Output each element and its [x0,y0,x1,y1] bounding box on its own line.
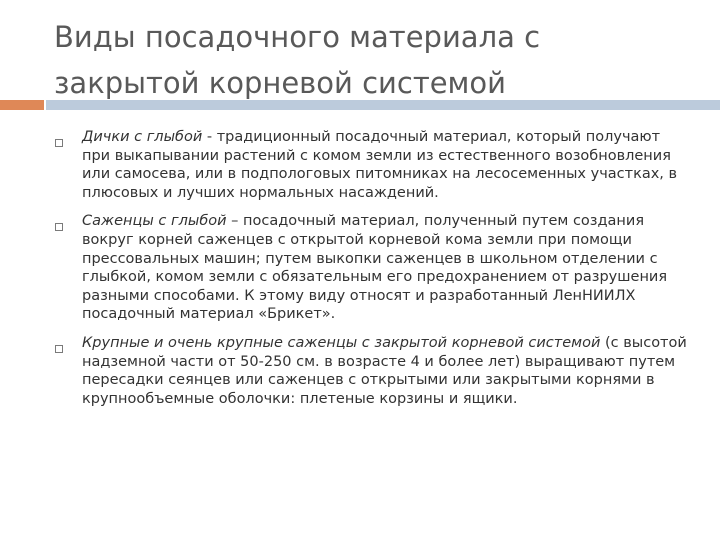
square-bullet-icon [55,223,63,231]
bullet-text: - традиционный посадочный материал, который получают при выкапывании растений с комом земли из естественного возобновления или самосева, или в подпологовых питомниках на лесосеменных участках, в плюсовых и лучших нормальных насаждений. [82,129,678,201]
bullet-text: (с высотой надземной части от 50-250 см. в возрасте 4 и более лет) выращивают путем пересадки сеянцев или саженцев с открытыми или закрытыми корнями в крупнообъемные оболочки: плетеные корзины и ящики. [82,334,687,407]
title-divider [0,100,720,110]
divider-accent-blue [46,100,720,110]
bullet-term: Саженцы с глыбой [82,213,227,230]
bullet-item-wildlings [52,128,692,202]
bullet-text: – посадочный материал, полученный путем создания вокруг корней саженцев с открытой корневой кома земли при помощи прессовальных машин; путем выкопки саженцев в школьном отделении с глыбкой, комом земли с обязательным его предохранением от разрушения разными способами. К этому виду относят и разработанный ЛенНИИЛХ посадочный материал «Брикет». [82,213,668,323]
divider-accent-orange [0,100,44,110]
bullet-item-seedlings-with-clod [52,212,692,324]
square-bullet-icon [55,139,63,147]
slide-title: Виды посадочного материала с закрытой корневой системой [54,20,541,100]
bullet-term: Дички с глыбой [82,129,203,145]
square-bullet-icon [55,345,63,353]
bullet-term: Крупные и очень крупные саженцы с закрытой корневой системой [82,334,601,351]
bullet-list [52,128,692,418]
bullet-item-large-seedlings [52,334,692,408]
